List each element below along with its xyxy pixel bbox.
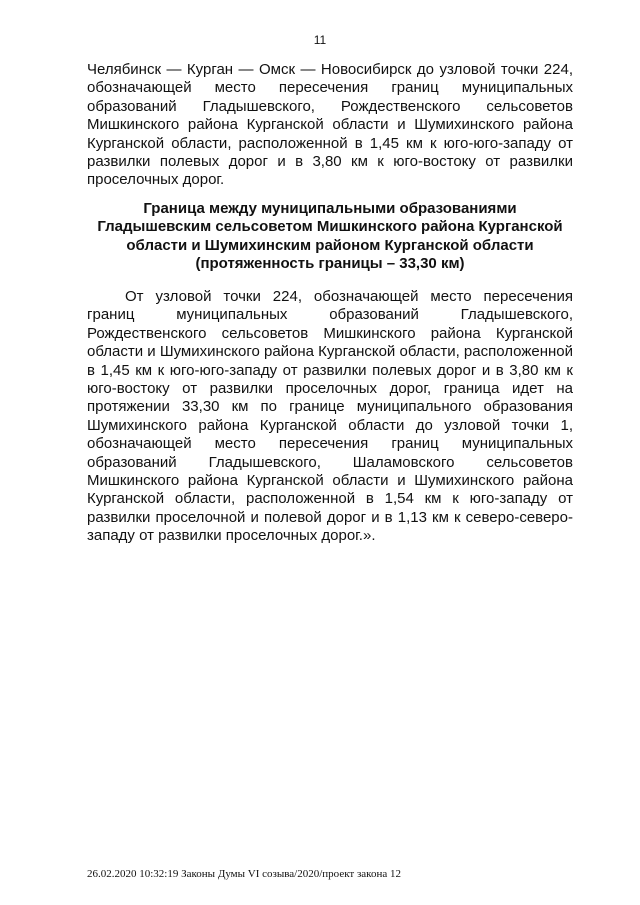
document-footer: 26.02.2020 10:32:19 Законы Думы VI созыва/2020/проект закона 12 — [87, 868, 401, 880]
continued-paragraph: Челябинск — Курган — Омск — Новосибирск до узловой точки 224, обозначающей место пересечения границ муниципальных образований Гладышевского, Рождественского сельсоветов Мишкинского района Курганской области и Шумихинского района Курганской области, расположенной в 1,45 км к юго-юго-западу от развилки полевых дорог и в 3,80 км к юго-востоку от развилки проселочных дорог. — [87, 61, 573, 189]
heading-line-4: (протяженность границы – 33,30 км) — [195, 255, 465, 273]
section-heading — [87, 200, 573, 274]
boundary-description-paragraph: От узловой точки 224, обозначающей место пересечения границ муниципальных образований Гладышевского, Рождественского сельсоветов Мишкинского района Курганской области и Шумихинского района Курганской области, расположенной в 1,45 км к юго-юго-западу от развилки полевых дорог и в 3,80 км к юго-востоку от развилки проселочных дорог, граница идет на протяжении 33,30 км по границе муниципального образования Шумихинского района Курганской области до узловой точки 1, обозначающей место пересечения границ муниципальных образований Гладышевского, Шаламовского сельсоветов Мишкинского района Курганской области и Шумихинского района Курганской области, расположенной в 1,54 км к юго-западу от развилки проселочной и полевой дорог и в 1,13 км к северо-северо-западу от развилки проселочных дорог.». — [87, 288, 573, 545]
heading-line-2: Гладышевским сельсоветом Мишкинского района Курганской — [97, 218, 563, 236]
heading-line-1: Граница между муниципальными образованиями — [143, 200, 517, 217]
page-number: 11 — [313, 33, 327, 47]
heading-line-3: области и Шумихинским районом Курганской области — [126, 236, 534, 254]
